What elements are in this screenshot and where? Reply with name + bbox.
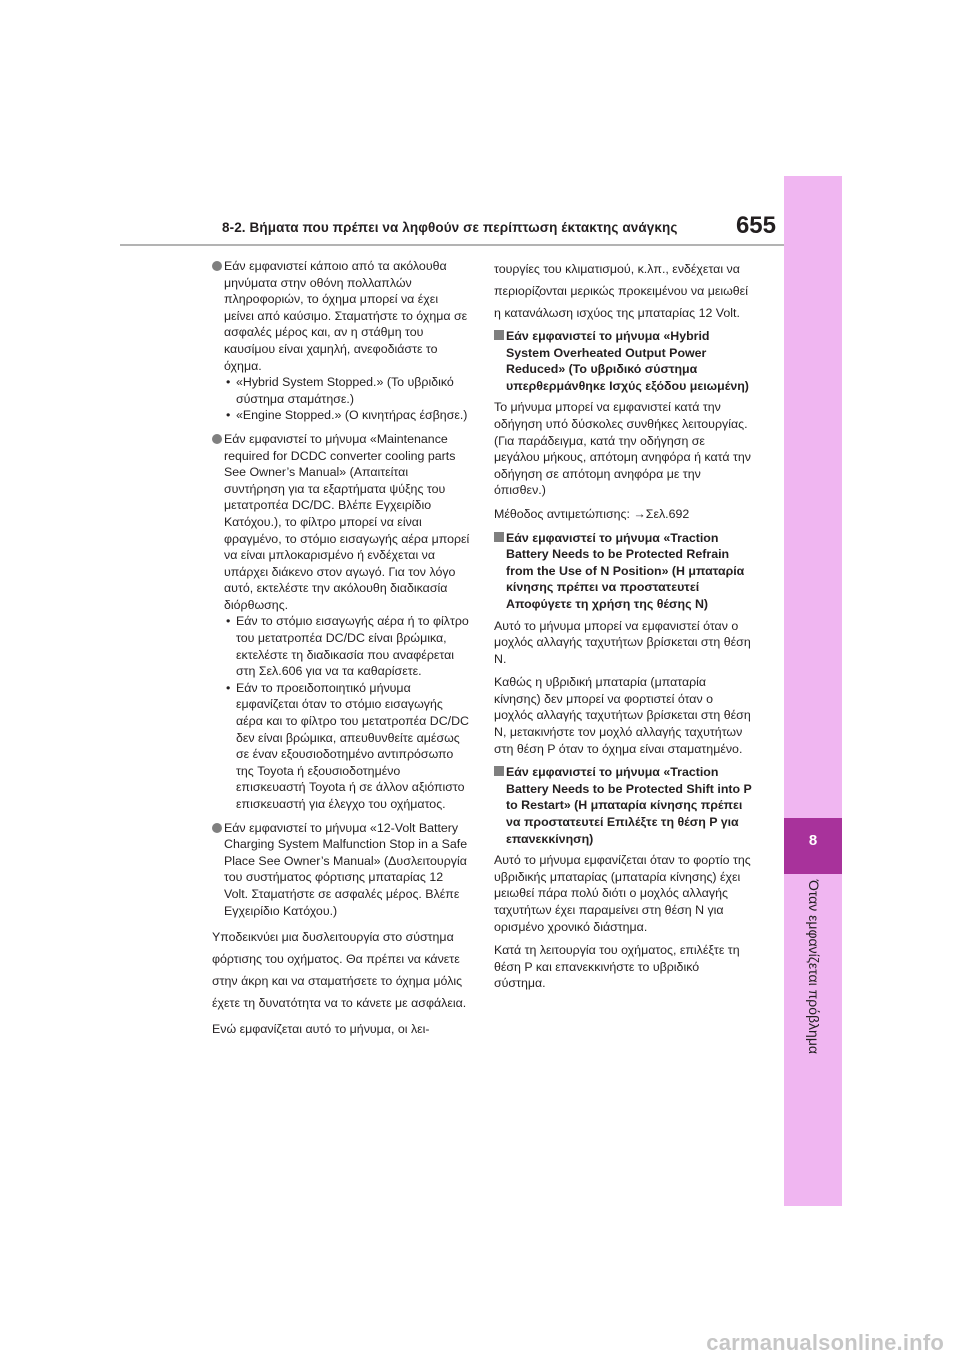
sub-item (224, 407, 470, 424)
body-paragraph: Αυτό το μήνυμα μπορεί να εμφανιστεί όταν ο μοχλός αλλαγής ταχυτήτων βρίσκεται στη θέση N. (494, 618, 751, 666)
sub-item-text: Εάν το προειδοποιητικό μήνυμα εμφανίζεται όταν το στόμιο εισαγωγής αέρα και το φίλτρο του μετατροπέα DC/DC δεν είναι βρώμικα, απευθυνθείτε αμέσως σε έναν εξουσιοδοτημένο αντιπρόσωπο της Toyota ή εξουσιοδοτημένο επισκευαστή Toyota ή σε άλλον αξιόπιστο επισκευαστή για έλεγχο του οχήματος. (236, 680, 470, 811)
sub-bullet-icon: • (226, 680, 231, 695)
sub-item (224, 613, 470, 679)
body-paragraph: Κατά τη λειτουργία του οχήματος, επιλέξτε τη θέση P και επανεκκινήστε το υβριδικό σύστημα. (494, 943, 740, 991)
body-paragraph: Υποδεικνύει μια δυσλειτουργία στο σύστημα φόρτισης του οχήματος. Θα πρέπει να κάνετε στην άκρη και να σταματήσετε το όχημα μόλις έχετε τη δυνατότητα να το κάνετε με ασφάλεια. (212, 930, 467, 1011)
body-paragraph: Καθώς η υβριδική μπαταρία (μπαταρία κίνησης) δεν μπορεί να φορτιστεί όταν ο μοχλός αλλαγής ταχυτήτων βρίσκεται στη θέση N, μετακινήστε τον μοχλό αλλαγής ταχυτήτων στη θέση P όταν το όχημα είναι σταματημένο. (494, 675, 751, 756)
sub-item (224, 680, 470, 813)
header-divider (120, 244, 784, 246)
bullet-text: Εάν εμφανιστεί το μήνυμα «Maintenance required for DCDC converter cooling parts See Owner’s Manual» (Απαιτείται συντήρηση για τα εξαρτήματα ψύξης του μετατροπέα DC/DC. Βλέπε Εγχειρίδιο Κατόχου.), το φίλτρο μπορεί να είναι φραγμένο, το στόμιο εισαγωγής αέρα μπορεί να είναι μπλοκαρισμένο ή ενδέχεται να υπάρχει διάκενο στον αγωγό. Για τον λόγο αυτό, εκτελέστε την ακόλουθη διαδικασία διόρθωσης. (224, 431, 470, 612)
bullet-dot-icon (212, 823, 222, 833)
running-header: 8-2. Βήματα που πρέπει να ληφθούν σε περίπτωση έκτακτης ανάγκης (222, 220, 678, 235)
bullet-dot-icon (212, 261, 222, 271)
left-column (212, 258, 470, 1044)
bullet-text: Εάν εμφανιστεί κάποιο από τα ακόλουθα μηνύματα στην οθόνη πολλαπλών πληροφοριών, το όχημα μπορεί να έχει μείνει από καύσιμο. Σταματήστε το όχημα σε ασφαλές μέρος και, αν η στάθμη του καυσίμου είναι χαμηλή, ανεφοδιάστε το όχημα. (224, 259, 468, 373)
heading-text: Εάν εμφανιστεί το μήνυμα «Traction Battery Needs to be Protected Refrain from the Use of N Position» (Η μπαταρία κίνησης πρέπει να προστατευτεί Αποφύγετε τη χρήση της θέσης N) (506, 530, 745, 611)
square-bullet-icon (494, 532, 504, 542)
section-heading (494, 328, 752, 394)
watermark (0, 1325, 960, 1358)
watermark-text: carmanualsonline.info (706, 1330, 944, 1355)
chapter-label-container (806, 880, 824, 1200)
section-heading (494, 764, 752, 847)
sub-item (224, 374, 470, 407)
square-bullet-icon (494, 766, 504, 776)
sub-item-text: Εάν το στόμιο εισαγωγής αέρα ή το φίλτρο του μετατροπέα DC/DC είναι βρώμικα, εκτελέστε τη διαδικασία που αναφέρεται στη Σελ.606 για να τα καθαρίσετε. (236, 614, 469, 679)
bullet-text: Εάν εμφανιστεί το μήνυμα «12-Volt Battery Charging System Malfunction Stop in a Safe Place See Owner’s Manual» (Δυσλειτουργία του συστήματος φόρτισης μπαταρίας 12 Volt. Σταματήστε σε ασφαλές μέρος. Βλέπε Εγχειρίδιο Κατόχου.) (224, 820, 468, 918)
section-heading (494, 530, 752, 613)
sub-bullet-icon: • (226, 408, 231, 423)
body-paragraph: Αυτό το μήνυμα εμφανίζεται όταν το φορτίο της υβριδικής μπαταρίας (μπαταρία κίνησης) έχει μειωθεί πάρα πολύ διότι ο μοχλός αλλαγής ταχυτήτων έχει παραμείνει στη θέση N για ορισμένο χρονικό διάστημα. (494, 853, 751, 934)
body-paragraph: Ενώ εμφανίζεται αυτό το μήνυμα, οι λει- (212, 1022, 430, 1037)
page-number: 655 (735, 212, 776, 239)
body-paragraph: τουργίες του κλιματισμού, κ.λπ., ενδέχεται να περιορίζονται μερικώς προκειμένου να μειωθεί η κατανάλωση ισχύος της μπαταρίας 12 Volt. (494, 262, 748, 320)
heading-text: Εάν εμφανιστεί το μήνυμα «Hybrid System Overheated Output Power Reduced» (Το υβριδικό σύστημα υπερθερμάνθηκε Ισχύς εξόδου μειωμένη) (506, 329, 749, 393)
sub-item-text: «Engine Stopped.» (Ο κινητήρας έσβησε.) (236, 408, 468, 423)
bullet-item (212, 431, 470, 813)
sub-bullet-icon: • (226, 614, 231, 629)
sub-bullet-icon: • (226, 375, 231, 390)
body-paragraph: Το μήνυμα μπορεί να εμφανιστεί κατά την οδήγηση υπό δύσκολες συνθήκες λειτουργίας. (Για παράδειγμα, κατά την οδήγηση σε μεγάλου μήκους, απότομη ανηφόρα ή κατά την οδήγηση σε απότομη ανηφόρα με την όπισθεν.) (494, 400, 751, 498)
sub-item-text: «Hybrid System Stopped.» (Το υβριδικό σύστημα σταμάτησε.) (236, 375, 454, 406)
bullet-dot-icon (212, 434, 222, 444)
right-column (494, 258, 752, 999)
bullet-item (212, 820, 470, 920)
square-bullet-icon (494, 330, 504, 340)
heading-text: Εάν εμφανιστεί το μήνυμα «Traction Battery Needs to be Protected Shift into P to Restart» (Η μπαταρία κίνησης πρέπει να προστατευτεί Επιλέξτε τη θέση P για επανεκκίνηση) (506, 765, 752, 846)
bullet-item (212, 258, 470, 424)
body-paragraph: Μέθοδος αντιμετώπισης: →Σελ.692 (494, 506, 690, 521)
chapter-label: Όταν εμφανίζεται πρόβλημα (806, 880, 822, 1054)
chapter-number: 8 (808, 832, 818, 849)
